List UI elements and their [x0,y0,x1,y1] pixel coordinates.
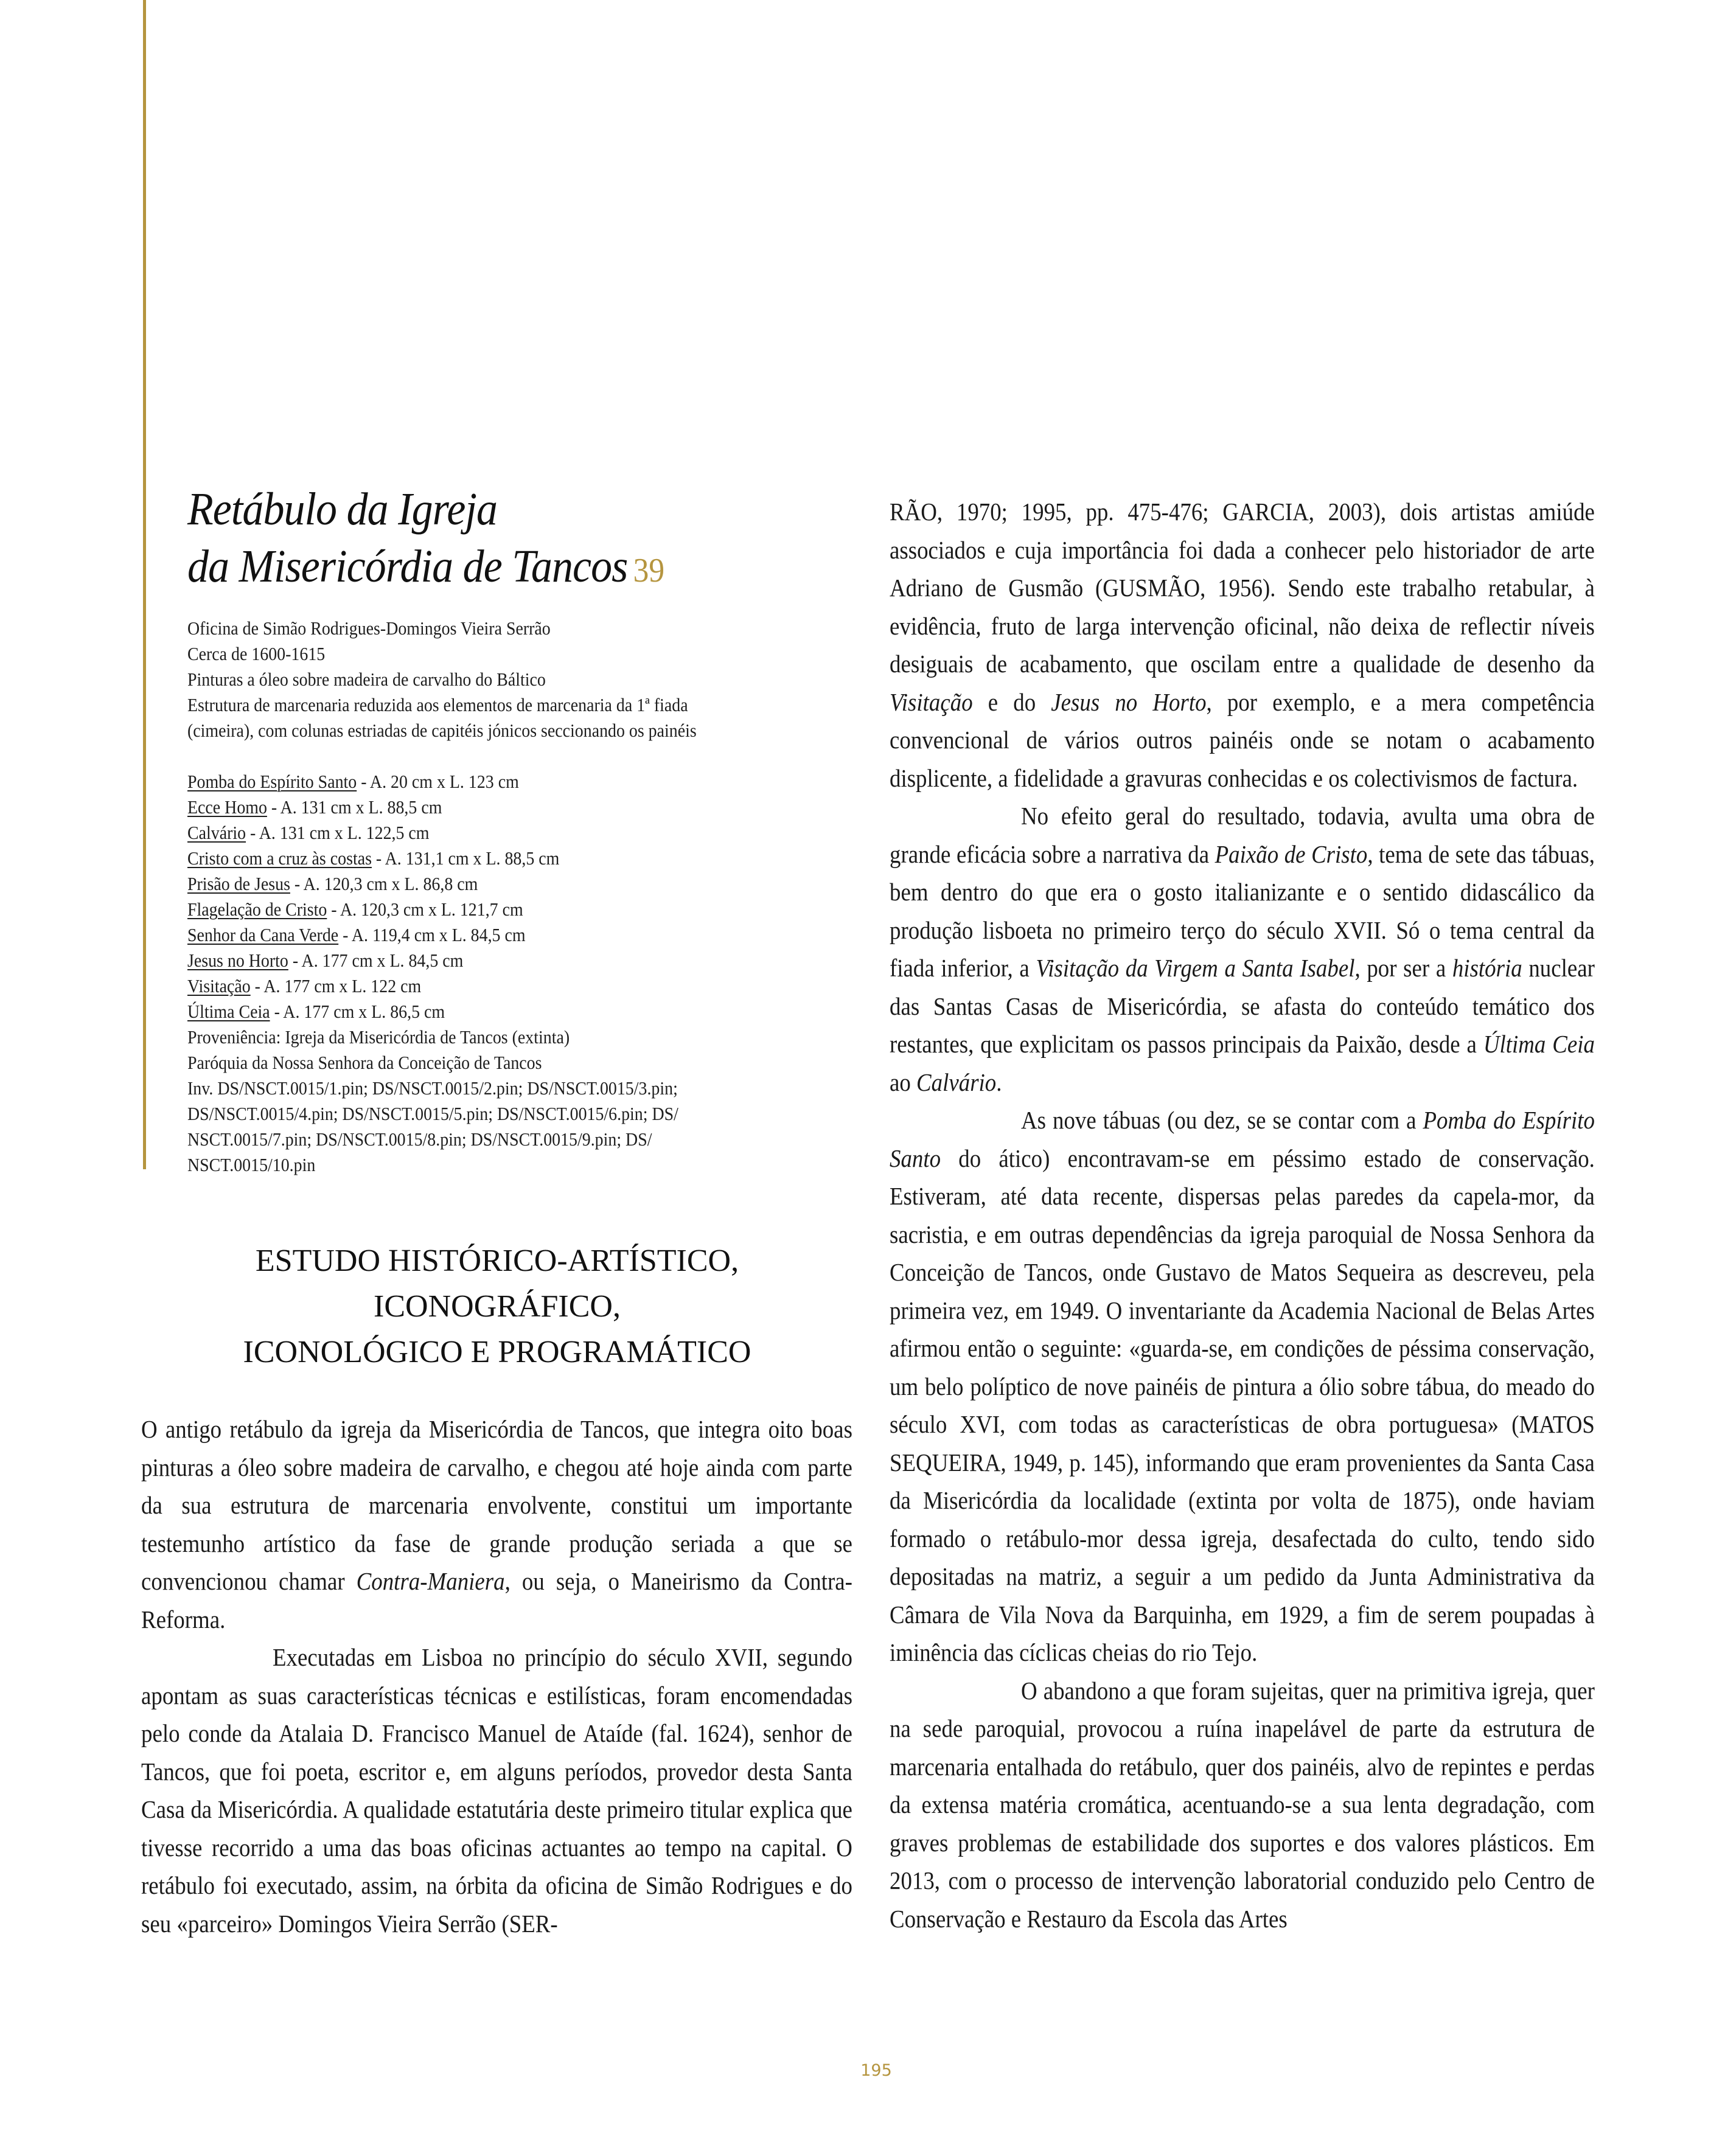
entry-title [187,481,803,599]
spec-medium: Pinturas a óleo sobre madeira de carvalho do Báltico [187,669,546,690]
title-line-2 [187,538,803,599]
panel-item [187,769,801,795]
spacer [187,743,869,769]
spec-structure-1: Estrutura de marcenaria reduzida aos elementos de marcenaria da 1ª fiada [187,694,688,715]
spec-inventory-3: NSCT.0015/7.pin; DS/NSCT.0015/8.pin; DS/NSCT.0015/9.pin; DS/ [187,1128,652,1150]
left-column-text [141,1410,852,1942]
body-column-right [890,493,1594,1938]
paragraph-1 [141,1410,852,1638]
panel-title: Jesus no Horto [187,950,288,971]
text: RÃO, 1970; 1995, pp. 475-476; GARCIA, 2003), dois artistas amiúde associados e cuja importância foi dada a conhecer pelo historiador de arte Adriano de Gusmão (GUSMÃO, 1956). Sendo este trabalho retabular, à evidência, fruto de larga intervenção oficinal, não deixa de reflectir níveis desiguais de acabamento, que oscilam entre a qualidade de desenho da [890,498,1595,678]
spec-parish: Paróquia da Nossa Senhora da Conceição de Tancos [187,1052,542,1073]
panel-item [187,871,801,897]
panel-title: Senhor da Cana Verde [187,924,339,945]
panel-dimensions: - A. 177 cm x L. 86,5 cm [270,1001,445,1022]
heading-line-1: ESTUDO HISTÓRICO-ARTÍSTICO, [255,1243,739,1278]
emphasis: Paixão de Cristo [1214,840,1368,868]
emphasis: Pomba do Espírito Santo [890,1106,1595,1172]
panel-dimensions: - A. 120,3 cm x L. 121,7 cm [327,899,523,920]
text: nuclear das Santas Casas de Misericórdia, se afasta do conteúdo temático dos restantes, que explicitam os passos principais da Paixão, desde a [890,954,1595,1058]
panel-item [187,897,801,922]
spec-provenance: Proveniência: Igreja da Misericórdia de Tancos (extinta) [187,1026,570,1048]
technical-specs [187,616,869,1178]
emphasis: Visitação [890,687,973,716]
panel-dimensions: - A. 131,1 cm x L. 88,5 cm [371,847,560,869]
paragraph-4 [890,1101,1595,1672]
panel-title: Prisão de Jesus [187,873,290,894]
panel-item [187,948,801,973]
heading-line-2: ICONOGRÁFICO, [374,1289,621,1324]
paragraph-2: Executadas em Lisboa no princípio do século XVII, segundo apontam as suas características técnicas e estilísticas, foram encomendadas pelo conde da Atalaia D. Francisco Manuel de Ataíde (fal. 1624), senhor de Tancos, que foi poeta, escritor e, em alguns períodos, provedor desta Santa Casa da Misericórdia. A qualidade estatutária deste primeiro titular explica que tivesse recorrido a uma das boas oficinas actuantes ao tempo na capital. O retábulo foi executado, assim, na órbita da oficina de Simão Rodrigues e do seu «parceiro» Domingos Vieira Serrão (SER- [141,1643,852,1938]
text: e do [972,687,1051,716]
emphasis: Visitação da Virgem a Santa Isabel [1036,954,1355,982]
panel-title: Ecce Homo [187,796,267,818]
title-line-2-text: da Misericórdia de Tancos [187,541,628,592]
text: O antigo retábulo da igreja da Misericórdia de Tancos, que integra oito boas pinturas a óleo sobre madeira de carvalho, e chegou até hoje ainda com parte da sua estrutura de marcenaria envolvente, constitui um importante testemunho artístico da fase de grande produção seriada a que se convencionou chamar [141,1415,852,1595]
margin-rule [143,0,146,1169]
panel-dimensions: - A. 20 cm x L. 123 cm [357,771,519,792]
text: do ático) encontravam-se em péssimo estado de conservação. Estiveram, até data recente, dispersas pelas paredes da capela-mor, da sacristia, e em outras dependências da igreja paroquial de Nossa Senhora da Conceição de Tancos, onde Gustavo de Matos Sequeira as descreveu, pela primeira vez, em 1949. O inventariante da Academia Nacional de Belas Artes afirmou então o seguinte: «guarda-se, em condições de péssima conservação, um belo políptico de nove painéis de pintura a ólio sobre tábua, do meado do século XVI, com todas as características de obra portuguesa» (MATOS SEQUEIRA, 1949, p. 145), informando que eram provenientes da Santa Casa da Misericórdia da localidade (extinta por volta de 1875), onde haviam formado o retábulo-mor dessa igreja, desafectada do culto, tendo sido depositadas na matriz, a seguir a um pedido da Junta Administrativa da Câmara de Vila Nova da Barquinha, em 1929, a fim de serem poupadas à iminência das cíclicas cheias do rio Tejo. [890,1144,1595,1666]
text: No efeito geral do resultado, todavia, avulta uma obra de grande eficácia sobre a narrativa da [890,802,1595,868]
text: , tema de sete das tábuas, bem dentro do que era o gosto italianizante e o sentido didascálico da produção lisboeta no primeiro terço do século XVII. Só o tema central da fiada inferior, a [890,840,1595,982]
section-heading [141,1238,853,1375]
catalog-number: 39 [633,552,665,589]
body-column-left [141,1410,852,1942]
panel-title: Cristo com a cruz às costas [187,847,372,869]
spec-inventory-1: Inv. DS/NSCT.0015/1.pin; DS/NSCT.0015/2.pin; DS/NSCT.0015/3.pin; [187,1077,678,1099]
panel-dimensions: - A. 177 cm x L. 84,5 cm [288,950,464,971]
paragraph-2-continued [890,493,1595,797]
panel-item [187,820,801,846]
paragraph-3 [890,797,1595,1101]
panel-item [187,846,801,871]
text: ao [890,1068,917,1096]
paragraph-5: O abandono a que foram sujeitas, quer na primitiva igreja, quer na sede paroquial, provocou a ruína inapelável de parte da estrutura de marcenaria entalhada do retábulo, quer dos painéis, alvo de repintes e perdas da extensa matéria cromática, acentuando-se a sua lenta degradação, com graves problemas de estabilidade dos suportes e dos valores plásticos. Em 2013, com o processo de intervenção laboratorial conduzido pelo Centro de Conservação e Restauro da Escola das Artes [890,1676,1595,1933]
spec-structure-2: (cimeira), com colunas estriadas de capitéis jónicos seccionando os painéis [187,720,697,741]
text: . [996,1068,1002,1096]
spec-inventory-4: NSCT.0015/10.pin [187,1154,316,1175]
spec-workshop: Oficina de Simão Rodrigues-Domingos Vieira Serrão [187,617,551,639]
panel-dimensions: - A. 119,4 cm x L. 84,5 cm [338,924,526,945]
panel-item [187,999,801,1024]
panel-dimensions: - A. 120,3 cm x L. 86,8 cm [290,873,478,894]
panel-item [187,795,801,820]
panel-title: Visitação [187,975,251,996]
heading-line-3: ICONOLÓGICO E PROGRAMÁTICO [243,1335,751,1369]
panel-item [187,973,801,999]
emphasis: Calvário [916,1068,997,1096]
title-line-1: Retábulo da Igreja [187,484,498,535]
text: , por exemplo, e a mera competência convencional de vários outros painéis onde se notam o acabamento displicente, a fidelidade a gravuras conhecidas e os colectivismos de factura. [890,687,1595,792]
text: , por ser a [1354,954,1452,982]
spec-date: Cerca de 1600-1615 [187,643,326,664]
text: , ou seja, o Maneirismo da Contra-Reforma. [141,1567,852,1633]
right-column-text [890,493,1595,1938]
page-number: 195 [860,2061,892,2080]
emphasis: Jesus no Horto [1051,687,1207,716]
panel-title: Pomba do Espírito Santo [187,771,357,792]
text: As nove tábuas (ou dez, se se contar com a [1021,1106,1423,1134]
panel-dimensions: - A. 131 cm x L. 122,5 cm [246,822,430,843]
panel-dimensions: - A. 131 cm x L. 88,5 cm [267,796,442,818]
panel-title: Última Ceia [187,1001,270,1022]
emphasis: Contra-Maniera [356,1567,505,1595]
panel-dimensions: - A. 177 cm x L. 122 cm [250,975,422,996]
panel-list [187,769,869,1024]
panel-title: Calvário [187,822,246,843]
emphasis: Última Ceia [1483,1030,1595,1058]
emphasis: história [1452,954,1522,982]
panel-title: Flagelação de Cristo [187,899,327,920]
panel-item [187,922,801,948]
spec-inventory-2: DS/NSCT.0015/4.pin; DS/NSCT.0015/5.pin; DS/NSCT.0015/6.pin; DS/ [187,1103,678,1124]
